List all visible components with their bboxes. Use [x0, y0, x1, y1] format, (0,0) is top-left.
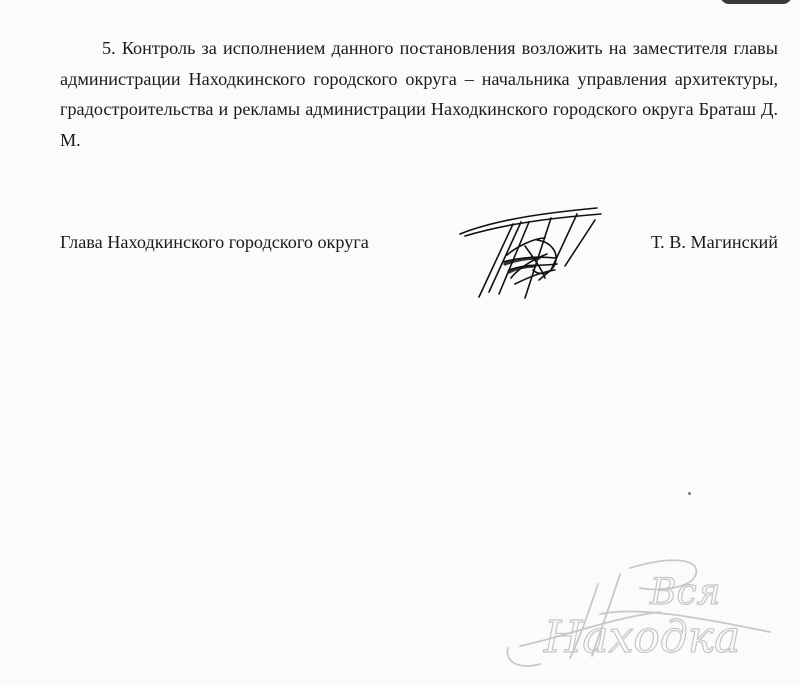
signatory-position: Глава Находкинского городского округа: [60, 232, 369, 252]
watermark-logo: [500, 548, 790, 678]
window-corner-tab: [720, 0, 792, 4]
handwritten-signature: [455, 200, 605, 305]
watermark-line1: Вся: [650, 572, 721, 613]
watermark-line2: Находка: [544, 612, 741, 663]
signatory-name: Т. В. Магинский: [650, 232, 778, 252]
signature-block: [60, 232, 778, 256]
speck: [688, 492, 691, 495]
paragraph-5: 5. Контроль за исполнением данного постановления возложить на заместителя главы администрации Находкинского городского округа – начальника управления архитектуры, градостроительства и рекламы администрации Находкинского городского округа Браташ Д. М.: [60, 38, 778, 150]
